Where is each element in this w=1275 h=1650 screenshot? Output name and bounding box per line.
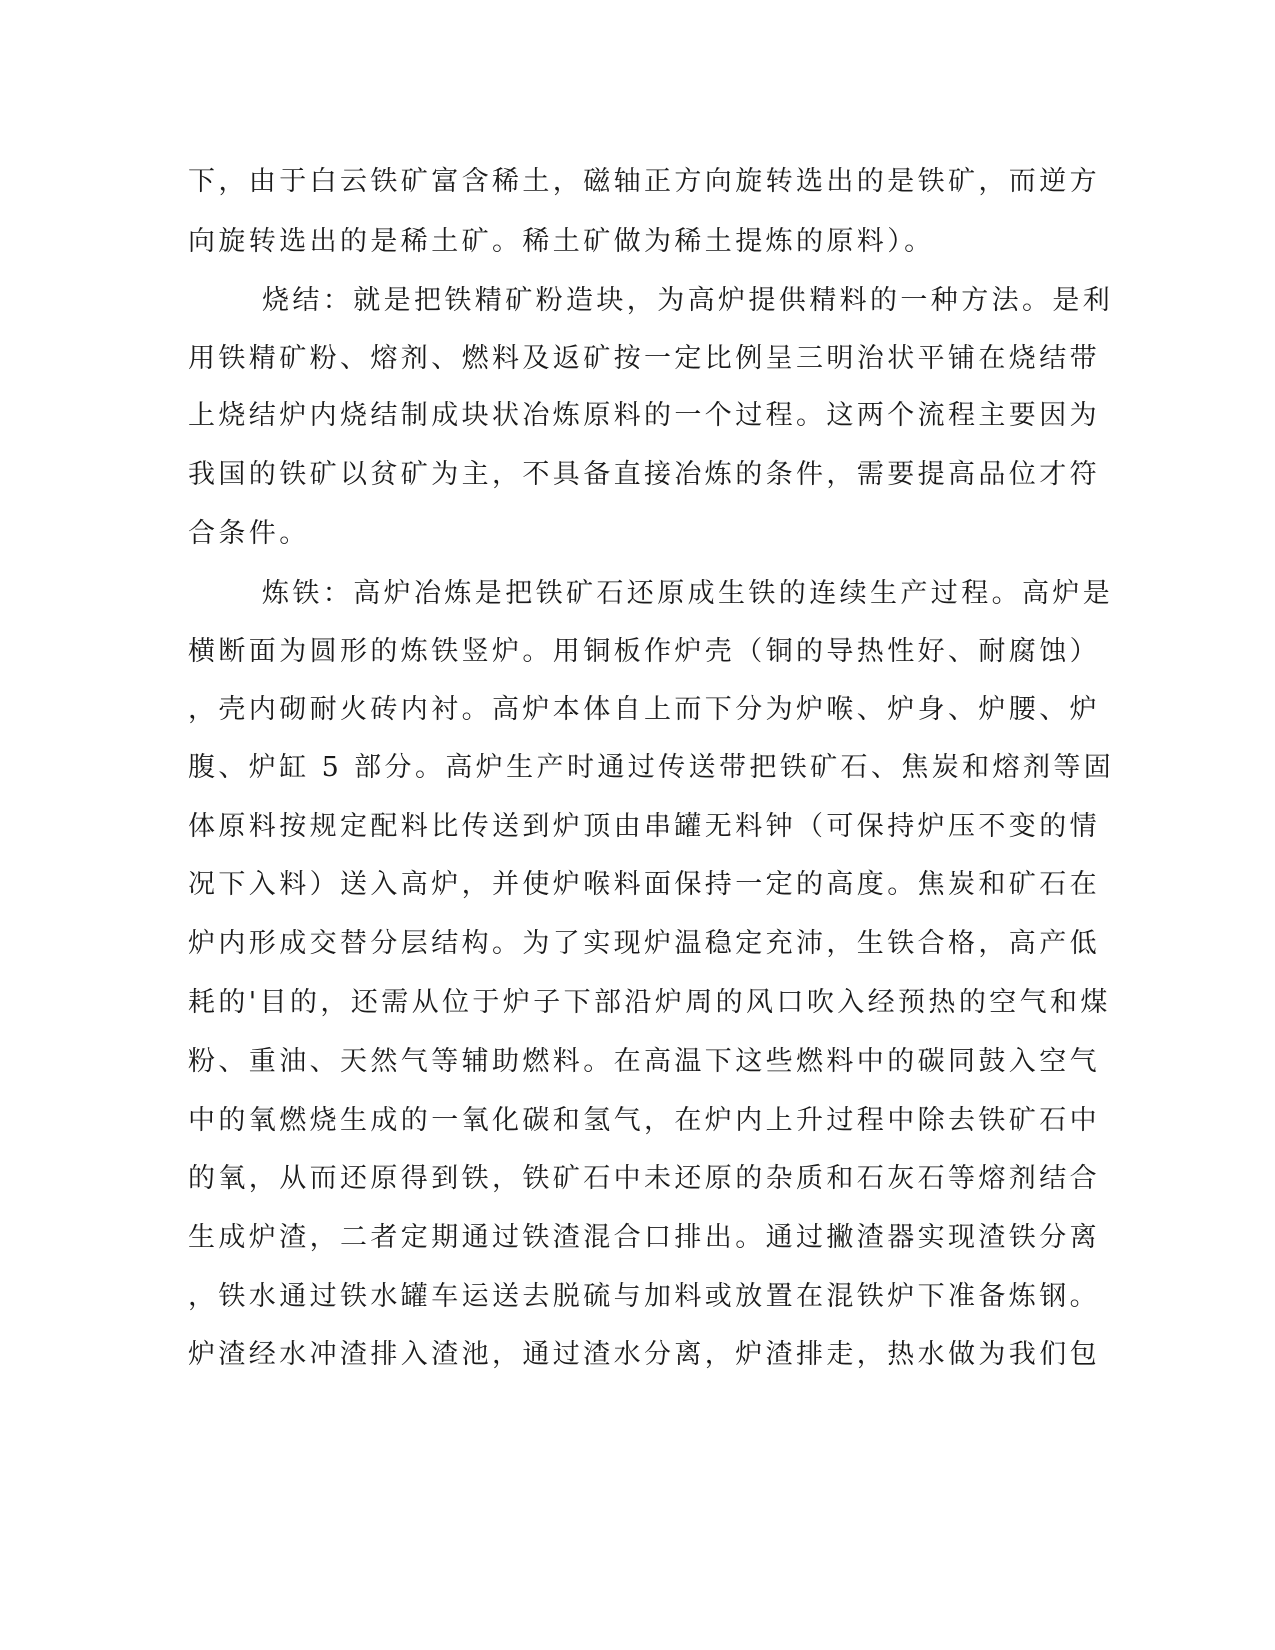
text-line: 耗的'目的，还需从位于炉子下部沿炉周的风口吹入经预热的空气和煤	[188, 987, 1111, 1018]
text-line: 的氧，从而还原得到铁，铁矿石中未还原的杂质和石灰石等熔剂结合	[188, 1163, 1100, 1194]
text-line: 合条件。	[188, 518, 310, 549]
text-line: ，铁水通过铁水罐车运送去脱硫与加料或放置在混铁炉下准备炼钢。	[188, 1281, 1100, 1312]
paragraph-start-sintering: 烧结：就是把铁精矿粉造块，为高炉提供精料的一种方法。是利	[262, 285, 1114, 316]
paragraph-start-ironmaking: 炼铁：高炉冶炼是把铁矿石还原成生铁的连续生产过程。高炉是	[262, 578, 1114, 609]
text-line: 下，由于白云铁矿富含稀土，磁轴正方向旋转选出的是铁矿，而逆方	[188, 166, 1100, 197]
text-line: 向旋转选出的是稀土矿。稀土矿做为稀土提炼的原料）。	[188, 226, 935, 257]
text-line: 横断面为圆形的炼铁竖炉。用铜板作炉壳（铜的导热性好、耐腐蚀）	[188, 636, 1100, 667]
text-line: 炉渣经水冲渣排入渣池，通过渣水分离，炉渣排走，热水做为我们包	[188, 1339, 1100, 1370]
text-line: 况下入料）送入高炉，并使炉喉料面保持一定的高度。焦炭和矿石在	[188, 869, 1100, 900]
text-line: 上烧结炉内烧结制成块状冶炼原料的一个过程。这两个流程主要因为	[188, 400, 1100, 431]
text-line: 粉、重油、天然气等辅助燃料。在高温下这些燃料中的碳同鼓入空气	[188, 1046, 1100, 1077]
text-line: 生成炉渣，二者定期通过铁渣混合口排出。通过撇渣器实现渣铁分离	[188, 1222, 1100, 1253]
text-line: 我国的铁矿以贫矿为主，不具备直接冶炼的条件，需要提高品位才符	[188, 459, 1100, 490]
text-line: 用铁精矿粉、熔剂、燃料及返矿按一定比例呈三明治状平铺在烧结带	[188, 343, 1100, 374]
text-line: 体原料按规定配料比传送到炉顶由串罐无料钟（可保持炉压不变的情	[188, 811, 1100, 842]
text-line: 炉内形成交替分层结构。为了实现炉温稳定充沛，生铁合格，高产低	[188, 928, 1100, 959]
text-line: ，壳内砌耐火砖内衬。高炉本体自上而下分为炉喉、炉身、炉腰、炉	[188, 694, 1100, 725]
text-line: 中的氧燃烧生成的一氧化碳和氢气，在炉内上升过程中除去铁矿石中	[188, 1105, 1100, 1136]
text-line: 腹、炉缸 5 部分。高炉生产时通过传送带把铁矿石、焦炭和熔剂等固	[188, 752, 1115, 783]
